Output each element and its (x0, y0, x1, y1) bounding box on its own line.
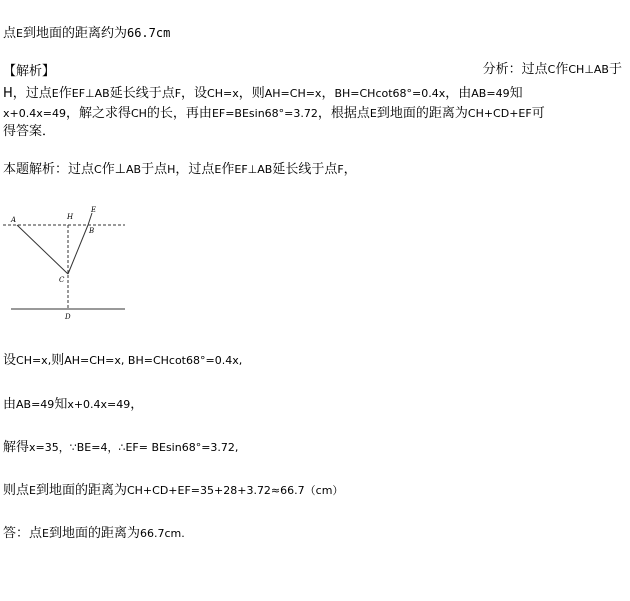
math-expression: CH=x, (16, 354, 52, 367)
segment-cb (68, 225, 88, 274)
analysis-header (483, 58, 622, 77)
math-expression: CH⊥AB (568, 63, 609, 76)
answer-summary (3, 22, 170, 41)
answer-text: 点 (3, 26, 17, 41)
step-text: 到地面的距离为 (35, 483, 127, 498)
label-d: D (65, 313, 71, 321)
math-expression: EF⊥AB (234, 163, 273, 176)
math-expression: AB=49 (471, 87, 510, 100)
solution-intro (3, 158, 357, 177)
step-text: 则 (51, 353, 65, 368)
step-text: ， (130, 397, 144, 412)
analysis-text: 于 (608, 62, 622, 77)
analysis-line-1 (3, 82, 523, 101)
step-4 (3, 479, 343, 498)
step-2 (3, 393, 143, 412)
math-expression: x+0.4x=49 (3, 107, 66, 120)
answer-value: 66.7cm (126, 26, 171, 40)
segment-be (88, 213, 92, 225)
math-expression: ，∵BE=4，∴EF= BEsin68°=3.72, (58, 441, 239, 454)
analysis-text: 延长线于点 (109, 86, 175, 101)
math-expression: x=35 (29, 441, 59, 454)
math-expression: CH (130, 107, 147, 120)
step-text: 解得 (3, 440, 30, 455)
analysis-text: 到地面的距离为 (376, 106, 468, 121)
math-expression: EF⊥AB (71, 87, 110, 100)
math-expression: EF=BEsin68°=3.72 (211, 107, 318, 120)
answer-text: 答：点 (3, 526, 43, 541)
analysis-text: ，则 (238, 86, 265, 101)
point-label: E (214, 163, 222, 176)
analysis-text: ， (321, 86, 335, 101)
step-text: 则点 (3, 483, 30, 498)
analysis-text: H，过点 (3, 86, 52, 101)
math-expression: AB=49 (16, 398, 55, 411)
analysis-text: ，由 (445, 86, 472, 101)
step-1 (3, 349, 242, 368)
segment-ac (17, 225, 68, 274)
analysis-text: 作 (58, 86, 72, 101)
analysis-text: 的长，再由 (146, 106, 212, 121)
point-label: E (16, 27, 23, 40)
point-label: E (29, 484, 36, 497)
step-text: 设 (3, 353, 17, 368)
section-title: 【解析】 (3, 64, 56, 79)
label-c: C (59, 276, 65, 284)
analysis-text: 过点 (521, 62, 548, 77)
math-expression: CH+CD+EF=35+28+3.72≈66.7（cm） (126, 484, 344, 497)
solution-text: 作⊥ (101, 162, 127, 177)
analysis-label: 分析： (482, 62, 522, 77)
analysis-text: 可 (531, 106, 545, 121)
geometry-figure (3, 200, 133, 325)
point-label: E (51, 87, 59, 100)
analysis-line-3: 得答案． (3, 124, 56, 139)
math-expression: BH=CHcot68°=0.4x (334, 87, 446, 100)
point-label: E (369, 107, 377, 120)
analysis-text: ，解之求得 (65, 106, 131, 121)
analysis-text: 作 (555, 62, 569, 77)
label-e: E (91, 206, 97, 214)
label-h: H (67, 213, 74, 221)
analysis-text: 知 (509, 86, 523, 101)
math-expression: AH=CH=x, BH=CHcot68°=0.4x, (64, 354, 243, 367)
point-label: F (337, 163, 344, 176)
point-label: C (547, 63, 556, 76)
analysis-text: ，设 (181, 86, 208, 101)
step-text: 知 (54, 397, 68, 412)
solution-text: 于点 (141, 162, 168, 177)
point-label: F (174, 87, 182, 100)
math-expression: AH=CH=x (264, 87, 322, 100)
point-label: E (42, 527, 49, 540)
point-label: C (94, 163, 102, 176)
solution-text: 本题解析：过点 (3, 162, 95, 177)
analysis-line-2 (3, 102, 545, 121)
answer-text: 到地面的距离为 (48, 526, 140, 541)
point-label: H (167, 163, 176, 176)
label-a: A (11, 216, 17, 224)
step-3 (3, 436, 238, 455)
solution-text: 延长线于点 (272, 162, 338, 177)
step-text: 由 (3, 397, 17, 412)
math-expression: CH+CD+EF (467, 107, 532, 120)
solution-text: 作 (221, 162, 235, 177)
analysis-text: ，根据点 (317, 106, 370, 121)
label-b: B (89, 227, 95, 235)
math-expression: CH=x (207, 87, 239, 100)
answer-value: 66.7cm. (139, 527, 185, 540)
answer-text: 到地面的距离约为 (22, 26, 127, 41)
solution-text: ，过点 (175, 162, 215, 177)
solution-text: ， (343, 162, 357, 177)
final-answer (3, 522, 185, 541)
math-expression: x+0.4x=49 (67, 398, 131, 411)
math-expression: AB (126, 163, 142, 176)
